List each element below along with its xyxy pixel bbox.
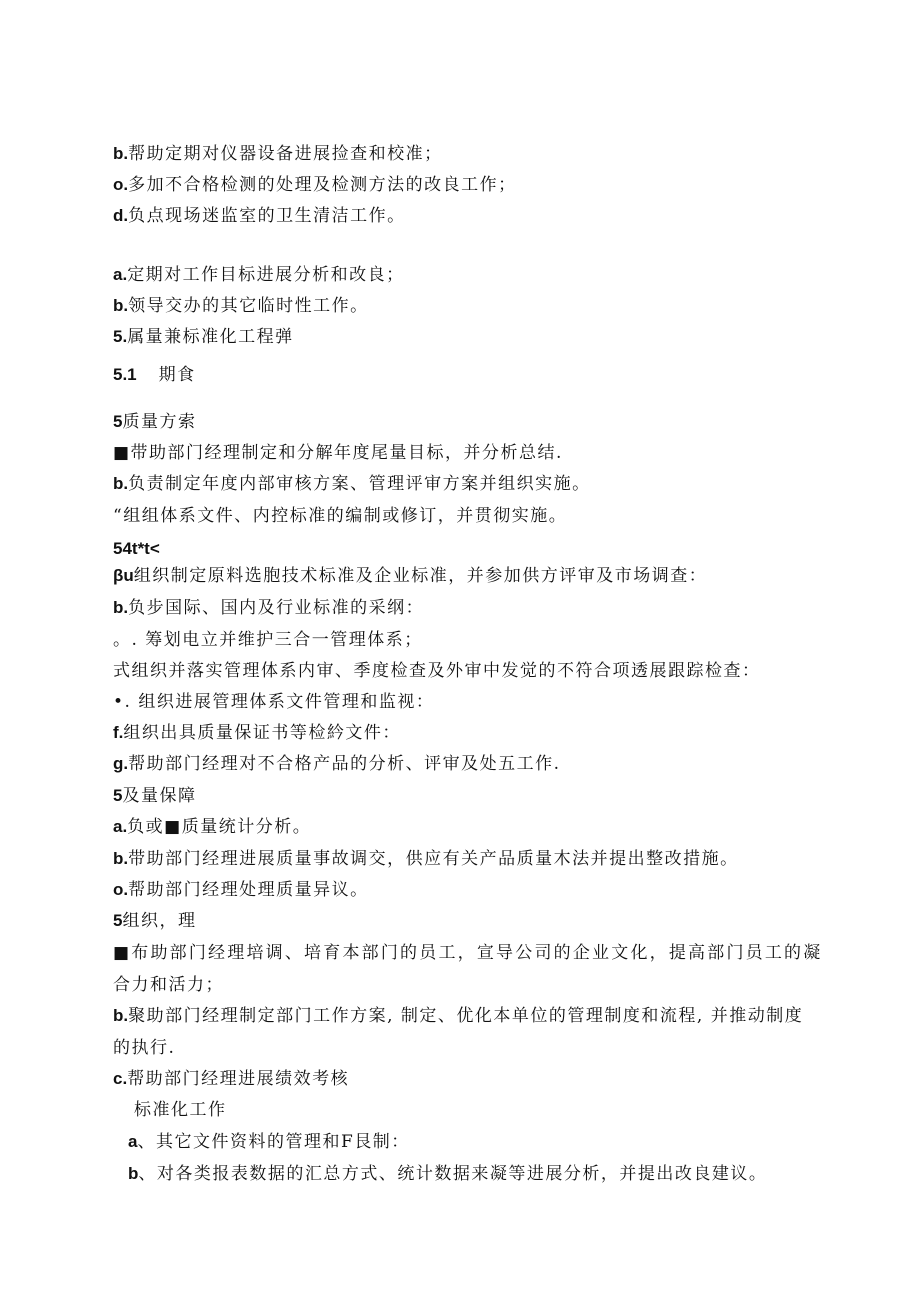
text-line: f.组织出具质量保证书等检紟文件： (113, 723, 401, 743)
section-heading: 5.属量兼标准化工程弹 (113, 327, 294, 347)
text-line: b.帮助定期对仪器设备进展捡查和校准； (113, 144, 443, 164)
text-line: b.负责制定年度内部审核方案、管理评审方案并组织实施。 (113, 474, 591, 494)
text-line: o.多加不合格检测的处理及检测方法的改良工作； (113, 175, 517, 195)
text-line: 式组织并落实管理体系内审、季度检查及外审中发觉的不符合项透展跟踪检查： (113, 661, 761, 681)
subsection-heading: 54t*t< (113, 539, 160, 558)
text-line: b.负步国际、国内及行业标准的采纲： (113, 598, 425, 618)
subsection-heading: 5质量方索 (113, 412, 197, 432)
subsection-heading: 标准化工作 (134, 1100, 227, 1120)
text-line: βu组织制定原料选胞技术标准及企业标准，并参加供方评审及市场调查： (113, 566, 708, 586)
text-line: 。. 筹划电立并维护三合一管理体系； (113, 630, 423, 650)
text-line: b.带助部门经理进展质量事故调交，供应有关产品质量木法并提出整改措施。 (113, 849, 739, 869)
text-line: “组组体系文件、内控标准的编制或修订，并贯彻实施。 (113, 506, 568, 526)
subsection-heading: 5.1 期食 (113, 365, 196, 385)
text-line: b.聚助部门经理制定部门工作方案, 制定、优化本单位的管理制度和流程, 并推动制度 (113, 1006, 804, 1026)
text-line: 的执行. (113, 1038, 176, 1058)
text-line: ■布助部门经理培调、培育本部门的员工，宣导公司的企业文化，提高部门员工的凝 (113, 943, 823, 963)
text-line: b、对各类报表数据的汇总方式、统计数据来凝等进展分析，并提出改良建议。 (128, 1164, 768, 1184)
text-line: b.领导交办的其它临时性工作。 (113, 296, 369, 316)
text-line: a.负或■质量统计分析。 (113, 817, 312, 837)
text-line: ■带助部门经理制定和分解年度尾量目标，并分析总结. (113, 443, 563, 463)
subsection-heading: 5组织，理 (113, 911, 197, 931)
text-line: g.帮助部门经理对不合格产品的分析、评审及处五工作. (113, 754, 561, 774)
text-line: d.负点现场迷监室的卫生清洁工作。 (113, 206, 406, 226)
text-line: a.定期对工作目标进展分析和改良； (113, 265, 405, 285)
text-line: c.帮助部门经理进展绩效考核 (113, 1069, 350, 1089)
text-line: •. 组织进展管理体系文件管理和监视： (113, 692, 435, 712)
text-line: 合力和活力； (113, 975, 224, 995)
text-line: a、其它文件资料的管理和F艮制： (128, 1132, 410, 1152)
subsection-heading: 5及量保障 (113, 786, 197, 806)
text-line: o.帮助部门经理处理质量异议。 (113, 880, 369, 900)
